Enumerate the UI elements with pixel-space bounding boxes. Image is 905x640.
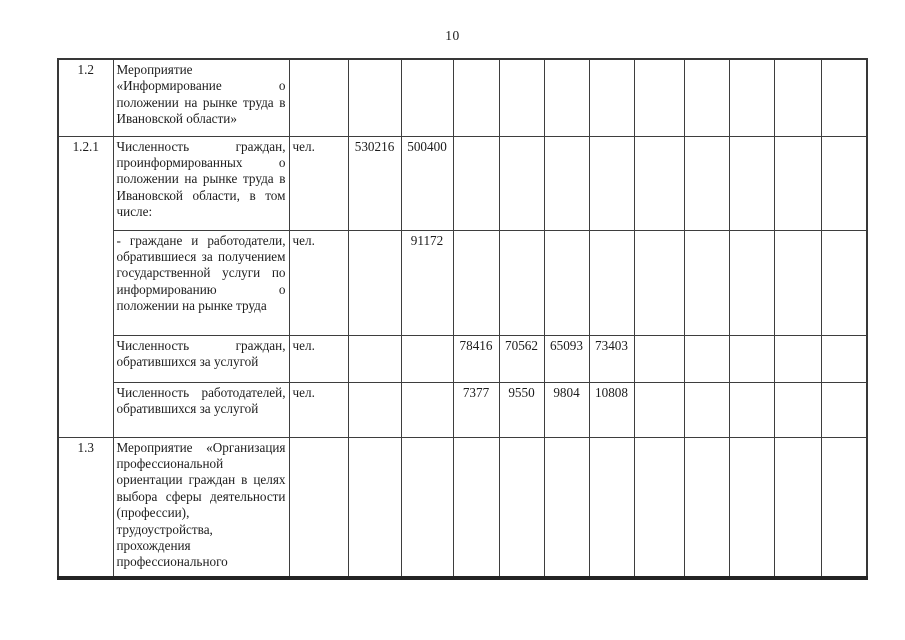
value-cell: [684, 382, 729, 437]
value-cell: 9804: [544, 382, 589, 437]
value-cell: 65093: [544, 335, 589, 382]
value-cell: 9550: [499, 382, 544, 437]
table-row: [58, 59, 867, 136]
description-cell: Численность граждан, проинформированных о положении на рынке труда в Ивановской области, в том числе:: [113, 136, 289, 230]
row-number-cell: 1.2.1: [58, 136, 113, 437]
value-cell: [684, 59, 729, 136]
description-cell: Мероприятие «Информирование о положении на рынке труда в Ивановской области»: [113, 59, 289, 136]
value-cell: 500400: [401, 136, 453, 230]
value-cell: [821, 335, 867, 382]
value-cell: [544, 59, 589, 136]
table-row: [58, 382, 867, 437]
value-cell: 78416: [453, 335, 499, 382]
value-cell: [821, 230, 867, 335]
table-row: [58, 335, 867, 382]
value-cell: [729, 335, 774, 382]
value-cell: [544, 136, 589, 230]
value-cell: [401, 59, 453, 136]
value-cell: [634, 335, 684, 382]
value-cell: [499, 437, 544, 578]
program-indicators-table: [57, 58, 868, 580]
value-cell: [729, 437, 774, 578]
value-cell: [401, 437, 453, 578]
value-cell: [401, 335, 453, 382]
value-cell: [348, 382, 401, 437]
description-cell: Мероприятие «Организация профессиональной ориентации граждан в целях выбора сферы деятельности (профессии), трудоустройства, прохождения профессионального: [113, 437, 289, 578]
value-cell: [684, 230, 729, 335]
value-cell: [821, 59, 867, 136]
row-number-cell: 1.3: [58, 437, 113, 578]
value-cell: [634, 59, 684, 136]
value-cell: [634, 382, 684, 437]
table-container: [57, 58, 868, 580]
value-cell: [684, 437, 729, 578]
value-cell: [774, 59, 821, 136]
value-cell: 91172: [401, 230, 453, 335]
value-cell: [348, 335, 401, 382]
value-cell: [774, 437, 821, 578]
unit-cell: чел.: [289, 335, 348, 382]
value-cell: [499, 59, 544, 136]
value-cell: [348, 230, 401, 335]
value-cell: [821, 382, 867, 437]
value-cell: [544, 437, 589, 578]
unit-cell: чел.: [289, 230, 348, 335]
description-cell: - граждане и работодатели, обратившиеся за получением государственной услуги по информированию о положении на рынке труда: [113, 230, 289, 335]
value-cell: 73403: [589, 335, 634, 382]
value-cell: 70562: [499, 335, 544, 382]
value-cell: [401, 382, 453, 437]
value-cell: [453, 437, 499, 578]
value-cell: [634, 136, 684, 230]
value-cell: [589, 230, 634, 335]
value-cell: 7377: [453, 382, 499, 437]
value-cell: [499, 230, 544, 335]
value-cell: [729, 136, 774, 230]
value-cell: [348, 437, 401, 578]
value-cell: [774, 382, 821, 437]
value-cell: [634, 230, 684, 335]
value-cell: [589, 136, 634, 230]
table-row: [58, 136, 867, 230]
unit-cell: [289, 59, 348, 136]
value-cell: [589, 437, 634, 578]
unit-cell: [289, 437, 348, 578]
value-cell: [774, 136, 821, 230]
value-cell: [453, 230, 499, 335]
value-cell: [348, 59, 401, 136]
unit-cell: чел.: [289, 382, 348, 437]
value-cell: [499, 136, 544, 230]
value-cell: 530216: [348, 136, 401, 230]
unit-cell: чел.: [289, 136, 348, 230]
row-number-cell: 1.2: [58, 59, 113, 136]
value-cell: [544, 230, 589, 335]
description-cell: Численность граждан, обратившихся за услугой: [113, 335, 289, 382]
description-cell: Численность работодателей, обратившихся за услугой: [113, 382, 289, 437]
value-cell: [774, 335, 821, 382]
value-cell: [821, 136, 867, 230]
value-cell: 10808: [589, 382, 634, 437]
value-cell: [729, 382, 774, 437]
value-cell: [453, 136, 499, 230]
table-row: [58, 230, 867, 335]
value-cell: [729, 230, 774, 335]
value-cell: [684, 136, 729, 230]
value-cell: [729, 59, 774, 136]
page-number: 10: [445, 28, 460, 43]
value-cell: [684, 335, 729, 382]
value-cell: [589, 59, 634, 136]
value-cell: [774, 230, 821, 335]
value-cell: [634, 437, 684, 578]
table-row: [58, 437, 867, 578]
value-cell: [821, 437, 867, 578]
value-cell: [453, 59, 499, 136]
